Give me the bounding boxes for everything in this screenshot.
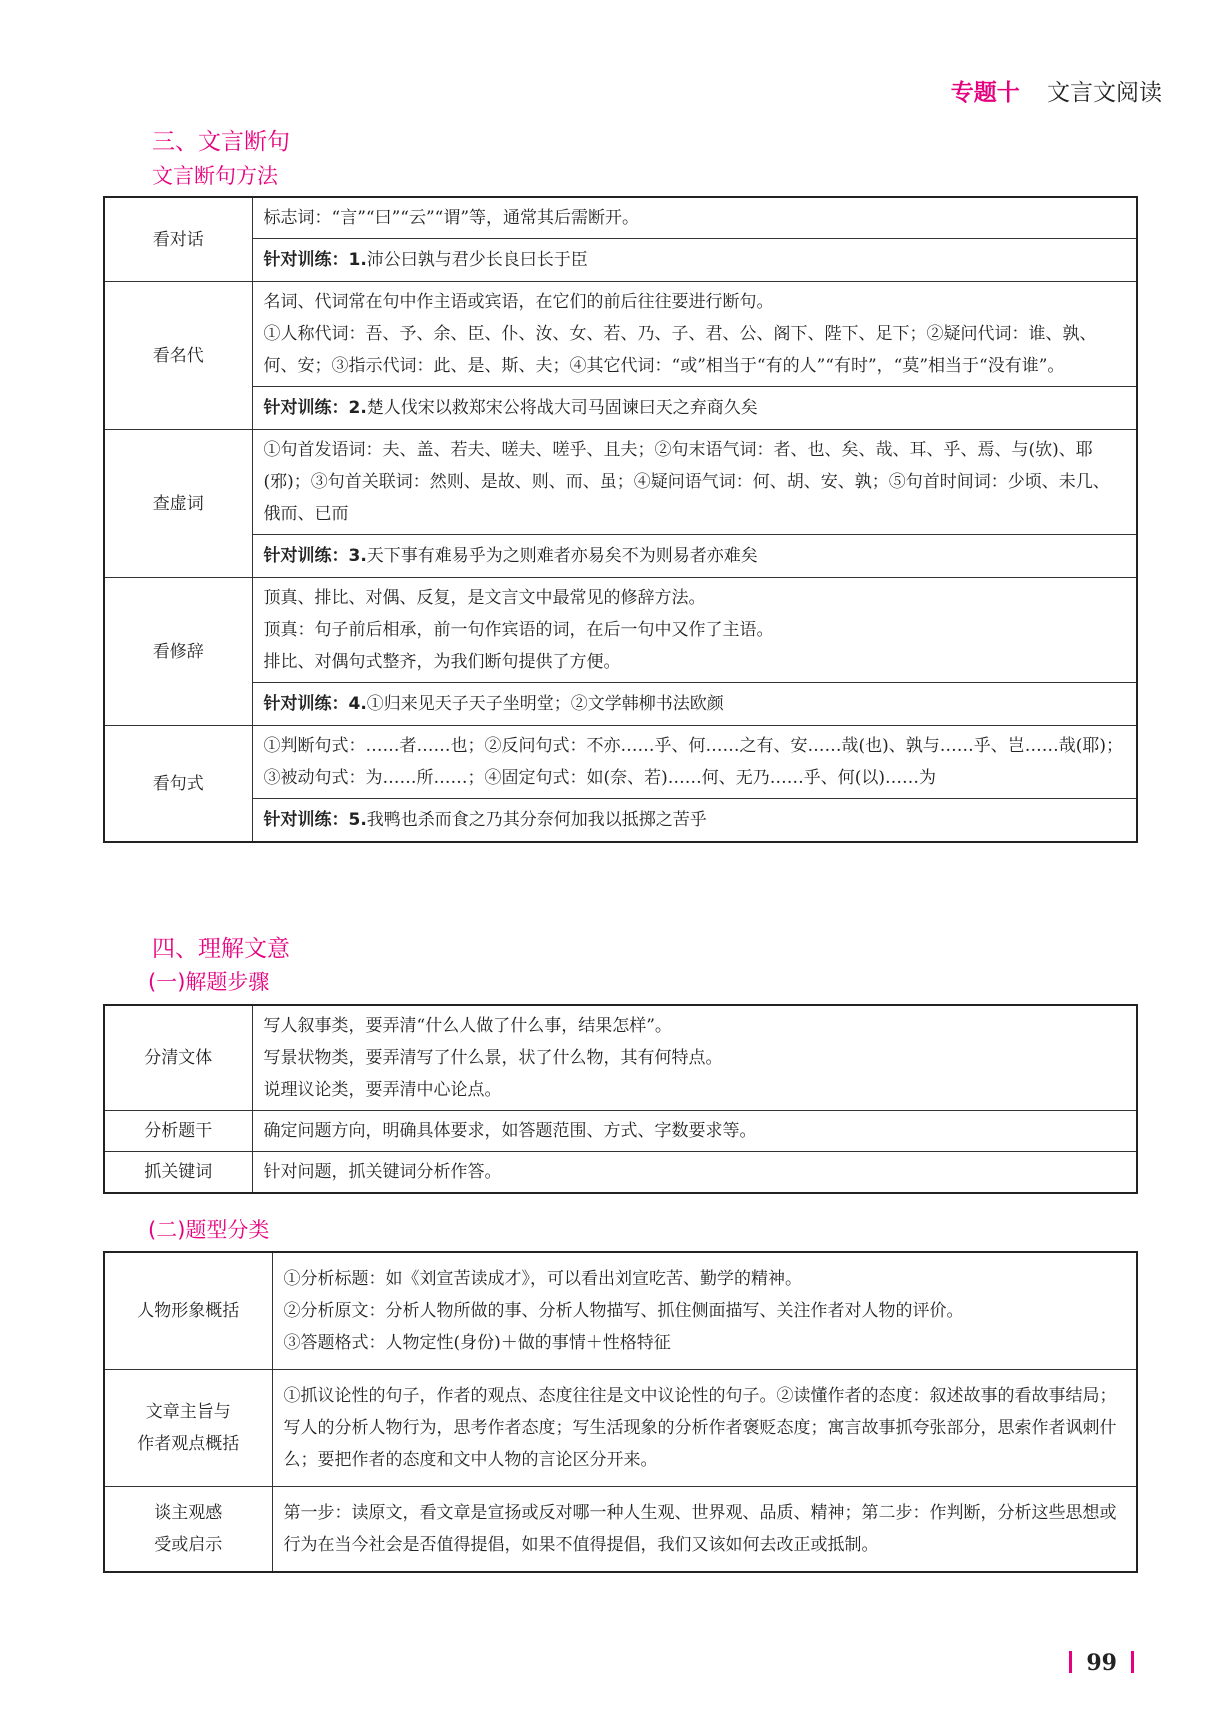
sentence-break-table (103, 196, 1138, 843)
training-row (104, 387, 1137, 430)
method-row (104, 197, 1137, 239)
description-line: 说理议论类，要弄清中心论点。 (263, 1080, 502, 1100)
method-description (252, 430, 1137, 535)
page-bar-left (1069, 1651, 1072, 1673)
type-label-line: 文章主旨与 (145, 1402, 231, 1422)
method-description (252, 578, 1137, 683)
type-row (104, 1252, 1137, 1370)
description-line: ③答题格式：人物定性(身份)＋做的事情＋性格特征 (283, 1333, 671, 1353)
training-row (104, 535, 1137, 578)
subsection-title-types: (二)题型分类 (148, 1218, 270, 1242)
solving-steps-table (103, 1004, 1138, 1194)
training-label: 针对训练：5. (263, 810, 367, 830)
method-description (252, 726, 1137, 799)
training-item (252, 387, 1137, 430)
training-text: 沛公曰孰与君少长良曰长于臣 (366, 250, 588, 270)
type-row (104, 1487, 1137, 1573)
training-item (252, 683, 1137, 726)
step-description (252, 1111, 1137, 1152)
description-line: 写景状物类，要弄清写了什么景，状了什么物，其有何特点。 (263, 1048, 723, 1068)
type-label (104, 1487, 272, 1573)
description-line: 名词、代词常在句中作主语或宾语，在它们的前后往往要进行断句。 (263, 292, 774, 312)
method-row (104, 726, 1137, 799)
description-line: 针对问题，抓关键词分析作答。 (263, 1162, 502, 1182)
training-row (104, 683, 1137, 726)
type-label-line: 谈主观感 (154, 1503, 223, 1523)
type-row (104, 1370, 1137, 1487)
subsection-title-methods: 文言断句方法 (152, 164, 278, 188)
training-text: 我鸭也杀而食之乃其分奈何加我以抵掷之苦乎 (366, 810, 707, 830)
page-bar-right (1131, 1651, 1134, 1673)
method-row (104, 578, 1137, 683)
training-item (252, 799, 1137, 843)
step-row (104, 1152, 1137, 1194)
description-line: 第一步：读原文，看文章是宣扬或反对哪一种人生观、世界观、品质、精神；第二步：作判断，分析这些思想或行为在当今社会是否值得提倡，如果不值得提倡，我们又该如何去改正或抵制。 (283, 1503, 1117, 1555)
training-item (252, 239, 1137, 282)
training-text: ①归来见天子天子坐明堂；②文学韩柳书法欧颜 (366, 694, 724, 714)
page-header (951, 74, 1162, 107)
method-row (104, 282, 1137, 387)
method-label: 看对话 (104, 197, 252, 282)
step-label: 抓关键词 (104, 1152, 252, 1194)
description-line: 确定问题方向，明确具体要求，如答题范围、方式、字数要求等。 (263, 1121, 757, 1141)
method-description (252, 282, 1137, 387)
method-label: 查虚词 (104, 430, 252, 578)
method-label: 看修辞 (104, 578, 252, 726)
training-row (104, 799, 1137, 843)
subsection-title-steps: (一)解题步骤 (148, 970, 270, 994)
type-label (104, 1370, 272, 1487)
type-description (272, 1487, 1137, 1573)
method-label: 看名代 (104, 282, 252, 430)
type-label-line: 受或启示 (154, 1535, 223, 1555)
training-label: 针对训练：4. (263, 694, 367, 714)
method-label: 看句式 (104, 726, 252, 843)
page-number: 99 (1055, 1650, 1148, 1676)
description-line: 标志词：“言”“曰”“云”“谓”等，通常其后需断开。 (263, 208, 640, 228)
section-title-3: 三、文言断句 (152, 129, 290, 155)
step-description (252, 1152, 1137, 1194)
type-description (272, 1252, 1137, 1370)
description-line: ①分析标题：如《刘宣苦读成才》，可以看出刘宣吃苦、勤学的精神。 (283, 1269, 802, 1289)
step-label: 分析题干 (104, 1111, 252, 1152)
step-row (104, 1111, 1137, 1152)
type-description (272, 1370, 1137, 1487)
description-line: ①人称代词：吾、予、余、臣、仆、汝、女、若、乃、子、君、公、阁下、陛下、足下；②疑问代词：谁、孰、何、安；③指示代词：此、是、斯、夫；④其它代词：“或”相当于“有的人”“有时”，“莫”相当于“没有谁”。 (263, 324, 1097, 376)
step-row (104, 1005, 1137, 1111)
method-description (252, 197, 1137, 239)
training-label: 针对训练：3. (263, 546, 367, 566)
step-label: 分清文体 (104, 1005, 252, 1111)
training-item (252, 535, 1137, 578)
description-line: ②分析原文：分析人物所做的事、分析人物描写、抓住侧面描写、关注作者对人物的评价。 (283, 1301, 964, 1321)
description-line: 顶真、排比、对偶、反复，是文言文中最常见的修辞方法。 (263, 588, 706, 608)
training-label: 针对训练：2. (263, 398, 367, 418)
training-text: 楚人伐宋以救郑宋公将战大司马固谏曰天之弃商久矣 (366, 398, 758, 418)
training-row (104, 239, 1137, 282)
question-types-table (103, 1251, 1138, 1573)
training-text: 天下事有难易乎为之则难者亦易矣不为则易者亦难矣 (366, 546, 758, 566)
section-title-4: 四、理解文意 (152, 936, 290, 962)
type-label-line: 人物形象概括 (137, 1301, 240, 1321)
training-label: 针对训练：1. (263, 250, 367, 270)
description-line: 排比、对偶句式整齐，为我们断句提供了方便。 (263, 652, 621, 672)
method-row (104, 430, 1137, 535)
type-label-line: 作者观点概括 (137, 1434, 240, 1454)
description-line: 写人叙事类，要弄清“什么人做了什么事，结果怎样”。 (263, 1016, 672, 1036)
type-label (104, 1252, 272, 1370)
step-description (252, 1005, 1137, 1111)
description-line: ①判断句式：……者……也；②反问句式：不亦……乎、何……之有、安……哉(也)、孰与……乎、岂……哉(耶)；③被动句式：为……所……；④固定句式：如(奈、若)……何、无乃……乎、何(以)……为 (263, 736, 1124, 788)
chapter-title: 文言文阅读 (1047, 80, 1162, 106)
description-line: ①抓议论性的句子，作者的观点、态度往往是文中议论性的句子。②读懂作者的态度：叙述故事的看故事结局；写人的分析人物行为，思考作者态度；写生活现象的分析作者褒贬态度；寓言故事抓夸张部分，思索作者讽刺什么；要把作者的态度和文中人物的言论区分开来。 (283, 1386, 1117, 1470)
topic-label: 专题十 (950, 80, 1020, 106)
description-line: 顶真：句子前后相承，前一句作宾语的词，在后一句中又作了主语。 (263, 620, 774, 640)
description-line: ①句首发语词：夫、盖、若夫、嗟夫、嗟乎、且夫；②句末语气词：者、也、矣、哉、耳、乎、焉、与(欤)、耶(邪)；③句首关联词：然则、是故、则、而、虽；④疑问语气词：何、胡、安、孰；⑤句首时间词：少顷、未几、俄而、已而 (263, 440, 1110, 524)
